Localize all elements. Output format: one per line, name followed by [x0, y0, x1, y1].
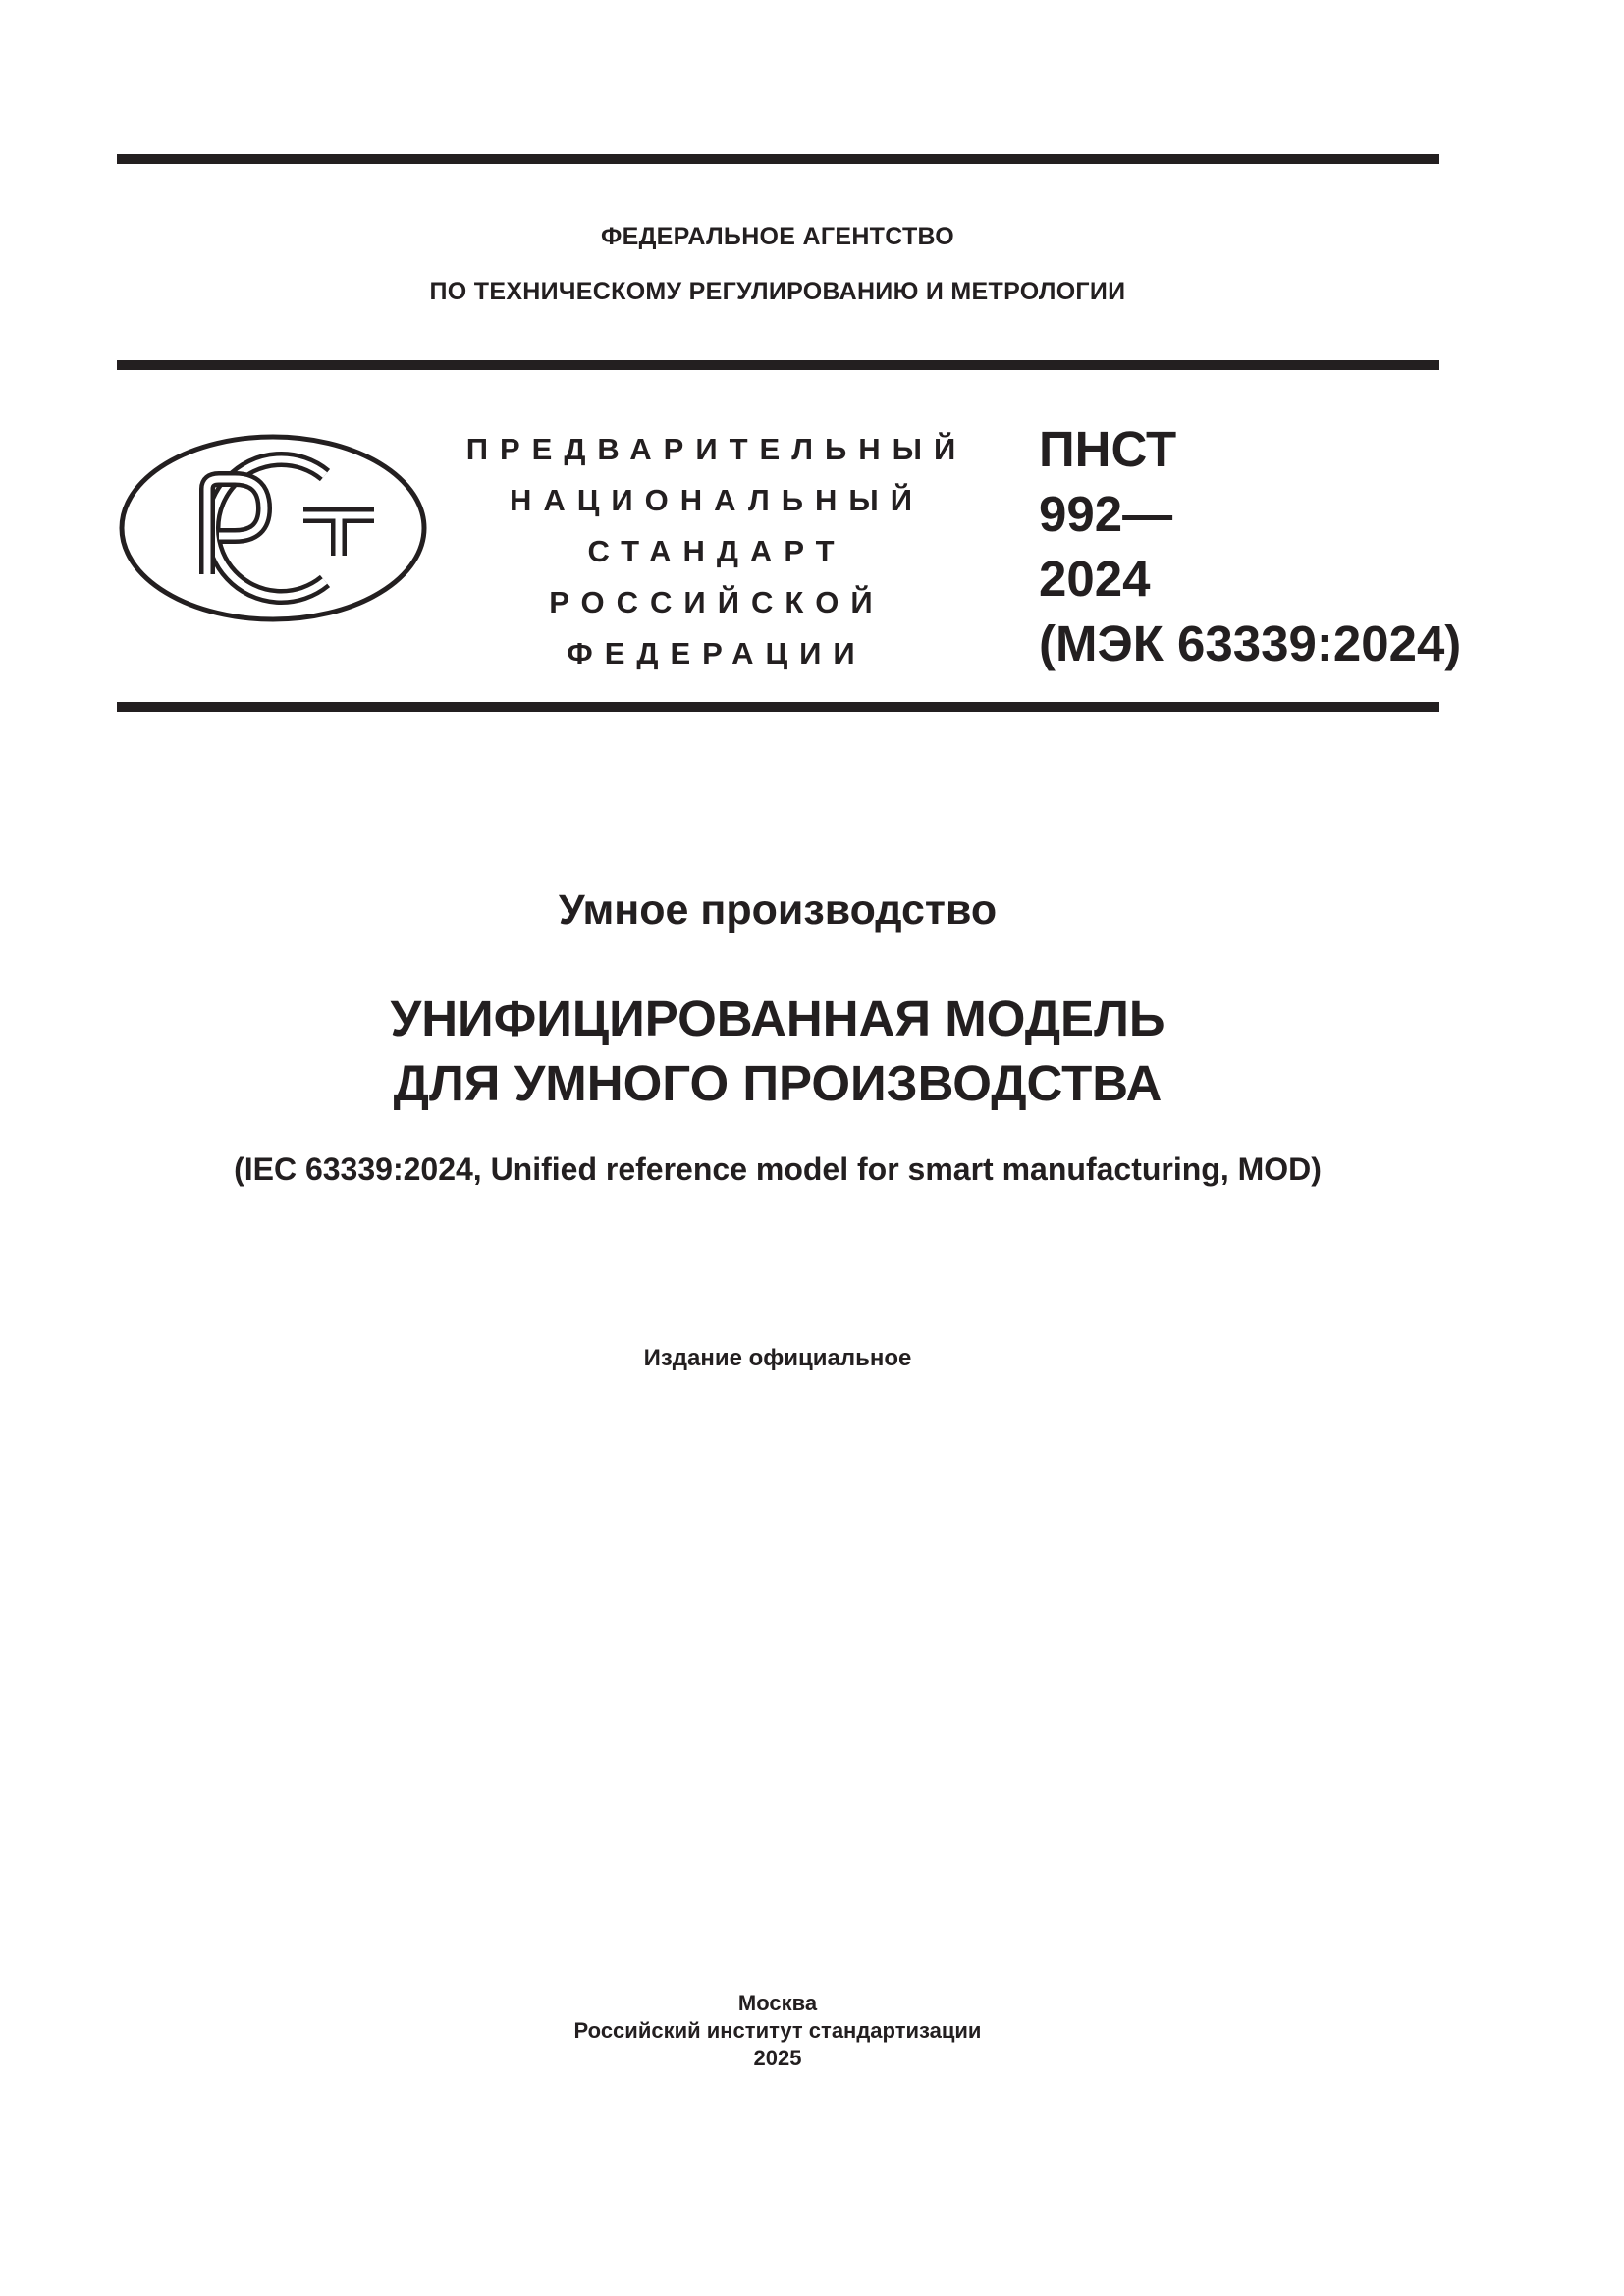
english-reference: (IEC 63339:2024, Unified reference model for smart manufacturing, MOD) — [234, 1151, 1322, 1187]
header-divider-rule — [117, 360, 1439, 370]
imprint-year: 2025 — [753, 2046, 802, 2070]
standard-type-line-5: ФЕДЕРАЦИИ — [567, 636, 867, 670]
edition-note: Издание официальное — [643, 1345, 912, 1371]
designation-line-3: 2024 — [1039, 551, 1151, 607]
designation-line-1: ПНСТ — [1039, 421, 1177, 477]
title-line-1: УНИФИЦИРОВАННАЯ МОДЕЛЬ — [390, 990, 1165, 1046]
gost-r-logo-icon — [117, 432, 429, 624]
standard-type-line-3: СТАНДАРТ — [587, 534, 846, 568]
standard-designation — [1039, 417, 1461, 676]
designation-divider-rule — [117, 702, 1439, 712]
document-subject: Умное производство — [558, 886, 998, 934]
designation-line-2: 992— — [1039, 486, 1173, 542]
standard-type-block — [442, 424, 992, 679]
imprint-publisher: Российский институт стандартизации — [573, 2018, 982, 2043]
standard-type-line-1: ПРЕДВАРИТЕЛЬНЫЙ — [465, 432, 968, 466]
agency-name-line-2: ПО ТЕХНИЧЕСКОМУ РЕГУЛИРОВАНИЮ И МЕТРОЛОГИИ — [429, 278, 1126, 305]
standard-type-line-4: РОССИЙСКОЙ — [549, 585, 885, 619]
standard-type-line-2: НАЦИОНАЛЬНЫЙ — [509, 483, 925, 517]
agency-name-line-1: ФЕДЕРАЛЬНОЕ АГЕНТСТВО — [600, 223, 955, 250]
top-rule — [117, 154, 1439, 164]
document-title — [0, 987, 1555, 1116]
imprint-city: Москва — [737, 1991, 818, 2015]
imprint-block — [0, 1990, 1555, 2072]
designation-line-4: (МЭК 63339:2024) — [1039, 615, 1462, 671]
title-line-2: ДЛЯ УМНОГО ПРОИЗВОДСТВА — [393, 1055, 1163, 1111]
